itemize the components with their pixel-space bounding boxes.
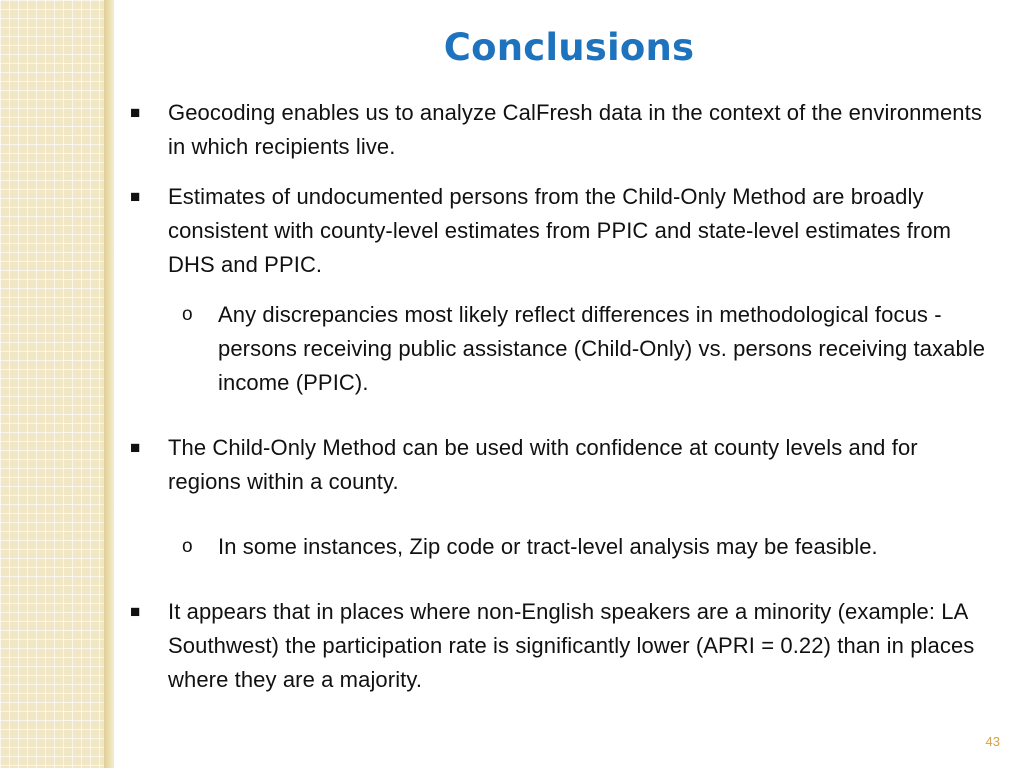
- sub-bullet-text: Any discrepancies most likely reflect differences in methodological focus - persons receiving public assistance (Child-Only) vs. persons receiving taxable income (PPIC).: [218, 302, 986, 395]
- slide-content: [128, 96, 996, 697]
- page-number: 43: [985, 734, 1000, 749]
- bullet-text: Estimates of undocumented persons from the Child-Only Method are broadly consistent with county-level estimates from PPIC and state-level estimates from DHS and PPIC.: [168, 184, 952, 277]
- sub-bullet-item: [128, 530, 996, 564]
- bullet-text: It appears that in places where non-English speakers are a minority (example: LA Southwest) the participation rate is significantly lower (APRI = 0.22) than in places where they are a majority.: [168, 599, 975, 692]
- bullet-item: [128, 180, 996, 282]
- sub-bullet-text: In some instances, Zip code or tract-level analysis may be feasible.: [218, 534, 878, 559]
- bullet-item: [128, 431, 996, 499]
- bullet-text: Geocoding enables us to analyze CalFresh data in the context of the environments in which recipients live.: [168, 100, 982, 159]
- bullet-text: The Child-Only Method can be used with confidence at county levels and for regions within a county.: [168, 435, 918, 494]
- slide-title: Conclusions: [443, 26, 695, 69]
- decorative-side-border: [104, 0, 114, 768]
- square-bullet-icon: ■: [130, 103, 141, 122]
- circle-bullet-icon: o: [182, 536, 193, 557]
- bullet-item: [128, 595, 996, 697]
- square-bullet-icon: ■: [130, 187, 141, 206]
- square-bullet-icon: ■: [130, 438, 141, 457]
- decorative-side-pattern: [0, 0, 104, 768]
- square-bullet-icon: ■: [130, 602, 141, 621]
- circle-bullet-icon: o: [182, 304, 193, 325]
- sub-bullet-item: [128, 298, 996, 400]
- bullet-item: [128, 96, 996, 164]
